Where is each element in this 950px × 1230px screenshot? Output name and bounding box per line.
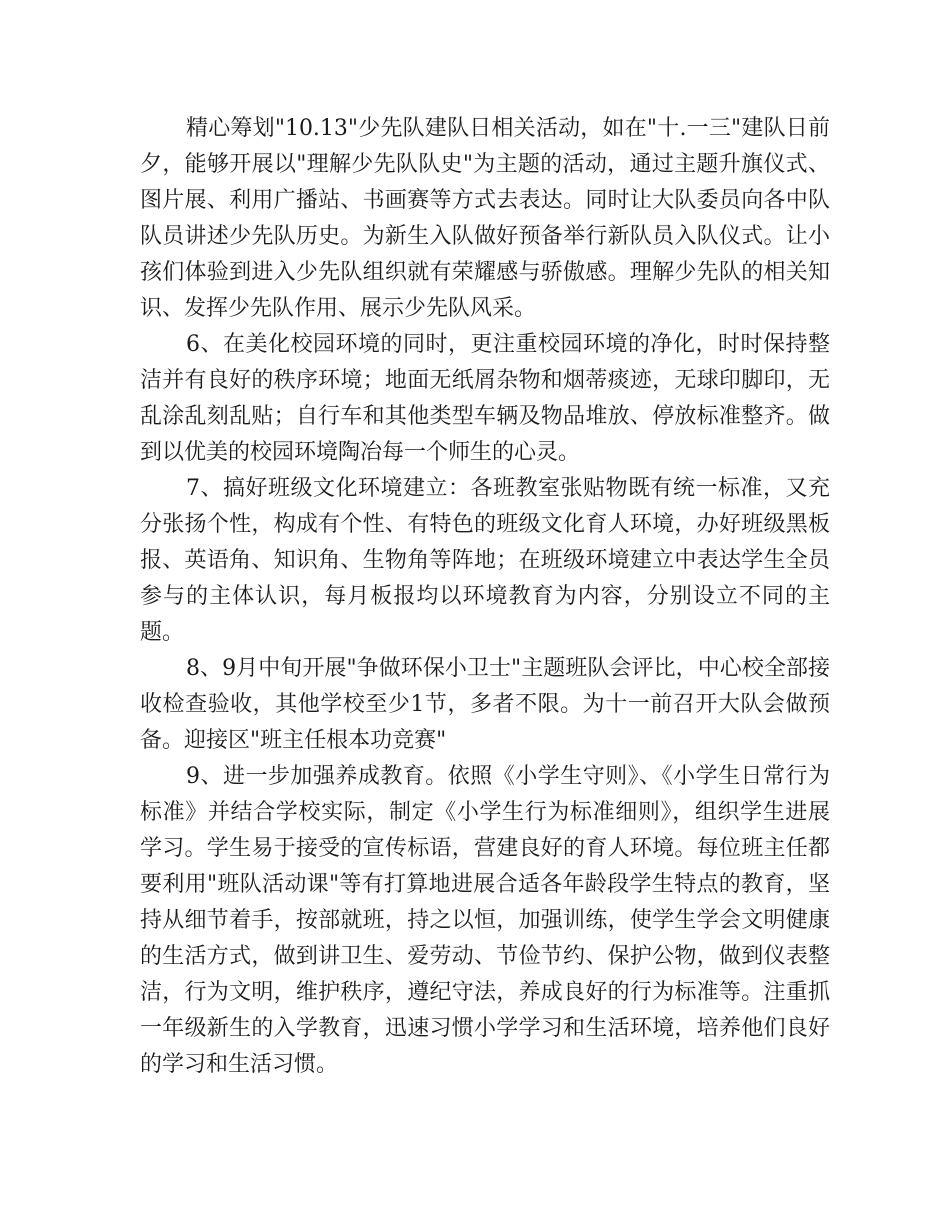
paragraph-item-7: 7、搞好班级文化环境建立：各班教室张贴物既有统一标准，又充分张扬个性，构成有个性、有特色的班级文化育人环境，办好班级黑板报、英语角、知识角、生物角等阵地；在班级环境建立中表达学生全员参与的主体认识，每月板报均以环境教育为内容，分别设立不同的主题。 xyxy=(140,476,830,645)
paragraph-activity-plan: 精心筹划"10.13"少先队建队日相关活动，如在"十.一三"建队日前夕，能够开展以"理解少先队队史"为主题的活动，通过主题升旗仪式、图片展、利用广播站、书画赛等方式去表达。同时让大队委员向各中队队员讲述少先队历史。为新生入队做好预备举行新队员入队仪式。让小孩们体验到进入少先队组织就有荣耀感与骄傲感。理解少先队的相关知识、发挥少先队作用、展示少先队风采。 xyxy=(140,116,830,321)
paragraph-item-8: 8、9月中旬开展"争做环保小卫士"主题班队会评比，中心校全部接收检查验收，其他学校至少1节，多者不限。为十一前召开大队会做预备。迎接区"班主任根本功竞赛" xyxy=(140,656,830,753)
document-body xyxy=(140,111,830,1083)
paragraph-item-6: 6、在美化校园环境的同时，更注重校园环境的净化，时时保持整洁并有良好的秩序环境；地面无纸屑杂物和烟蒂痰迹，无球印脚印，无乱涂乱刻乱贴；自行车和其他类型车辆及物品堆放、停放标准整齐。做到以优美的校园环境陶冶每一个师生的心灵。 xyxy=(140,332,830,465)
paragraph-item-9: 9、进一步加强养成教育。依照《小学生守则》、《小学生日常行为标准》并结合学校实际，制定《小学生行为标准细则》，组织学生进展学习。学生易于接受的宣传标语，营建良好的育人环境。每位班主任都要利用"班队活动课"等有打算地进展合适各年龄段学生特点的教育，坚持从细节着手，按部就班，持之以恒，加强训练，使学生学会文明健康的生活方式，做到讲卫生、爱劳动、节俭节约、保护公物，做到仪表整洁，行为文明，维护秩序，遵纪守法，养成良好的行为标准等。注重抓一年级新生的入学教育，迅速习惯小学学习和生活环境，培养他们良好的学习和生活习惯。 xyxy=(140,764,830,1077)
